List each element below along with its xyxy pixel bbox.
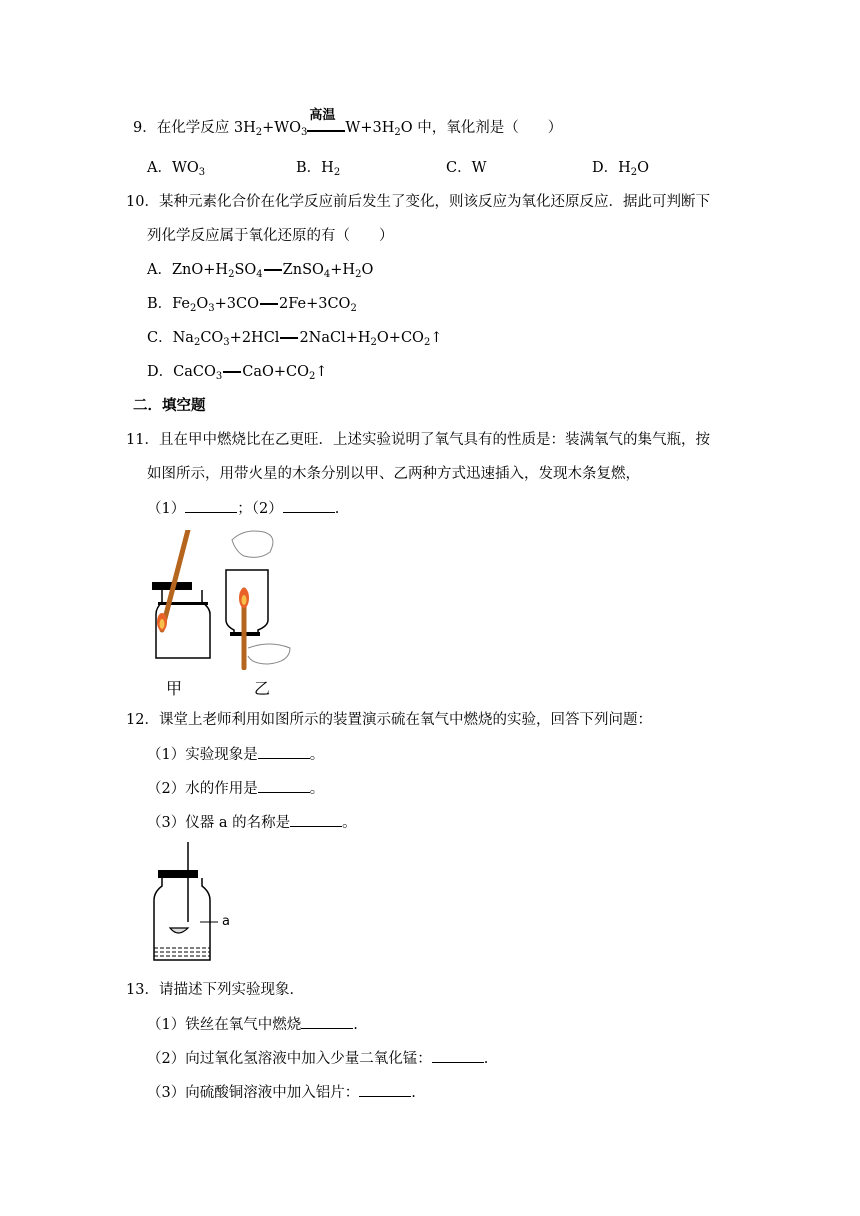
q10-option-c: C．$Na_2CO_3+2HCl$ $2NaCl+H_2O+CO_2↑$ — [147, 330, 443, 348]
answer-blank[interactable] — [258, 778, 310, 793]
answer-blank[interactable] — [283, 498, 335, 513]
answer-blank[interactable] — [185, 498, 237, 513]
q13-sub-2: （2）向过氧化氢溶液中加入少量二氧化锰： . — [147, 1048, 488, 1069]
deflagration-spoon — [170, 928, 188, 933]
caption-yi: 乙 — [254, 679, 271, 698]
caption-jia: 甲 — [166, 679, 183, 698]
q9-option-c: C．W — [446, 160, 487, 176]
section-heading: 二．填空题 — [133, 398, 206, 414]
q12-sub-3: （3）仪器 a 的名称是 。 — [147, 812, 357, 833]
question-13-line1: 13．请描述下列实验现象． — [126, 982, 304, 998]
answer-blank[interactable] — [432, 1048, 484, 1063]
reaction-arrow: 高温 — [307, 118, 345, 138]
q12-sub-2: （2）水的作用是 。 — [147, 778, 324, 799]
q10-option-a: A．$ZnO+H_2SO_4$ $ZnSO_4+H_2O$ — [147, 262, 374, 280]
question-10-line1: 10．某种元素化合价在化学反应前后发生了变化，则该反应为氧化还原反应．据此可判断下 — [126, 194, 710, 210]
label-a: a — [222, 914, 230, 929]
q13-sub-3: （3）向硫酸铜溶液中加入铝片： . — [147, 1082, 416, 1103]
question-9: 9．在化学反应 $3H_2+WO_3$ 高温 $W+3H_2O$ 中，氧化剂是（ ） — [133, 108, 563, 138]
question-number: 9． — [133, 120, 157, 136]
q13-sub-1: （1）铁丝在氧气中燃烧 . — [147, 1014, 358, 1035]
answer-blank[interactable] — [301, 1014, 353, 1029]
q12-sub-1: （1）实验现象是 。 — [147, 744, 324, 765]
q10-option-b: B．$Fe_2O_3+3CO$ $2Fe+3CO_2$ — [147, 296, 357, 314]
q9-option-a: A．$WO_3$ — [147, 160, 206, 178]
sulfur-combustion-apparatus — [148, 842, 248, 964]
question-12-line1: 12．课堂上老师利用如图所示的装置演示硫在氧气中燃烧的实验，回答下列问题： — [126, 712, 652, 728]
answer-blank[interactable] — [290, 812, 342, 827]
q11-answer-line: （1） ；（2） . — [147, 498, 339, 519]
wooden-splint-left — [162, 530, 188, 630]
question-10-line2: 列化学反应属于氧化还原的有（ ） — [147, 228, 394, 244]
answer-blank[interactable] — [359, 1082, 411, 1097]
bottle-lid — [158, 870, 198, 878]
q10-option-d: D．CaCO$_3$ $CaO+CO_2↑$ — [147, 364, 328, 382]
q9-option-d: D．$H_2O$ — [592, 160, 650, 178]
answer-blank[interactable] — [258, 744, 310, 759]
question-11-line2: 如图所示，用带火星的木条分别以甲、乙两种方式迅速插入，发现木条复燃， — [147, 466, 640, 482]
question-11-line1: 11．且在甲中燃烧比在乙更旺．上述实验说明了氧气具有的性质是：装满氧气的集气瓶，按 — [126, 432, 710, 448]
oxygen-bottles-figure — [140, 530, 300, 670]
q9-option-b: B．$H_2$ — [296, 160, 341, 178]
